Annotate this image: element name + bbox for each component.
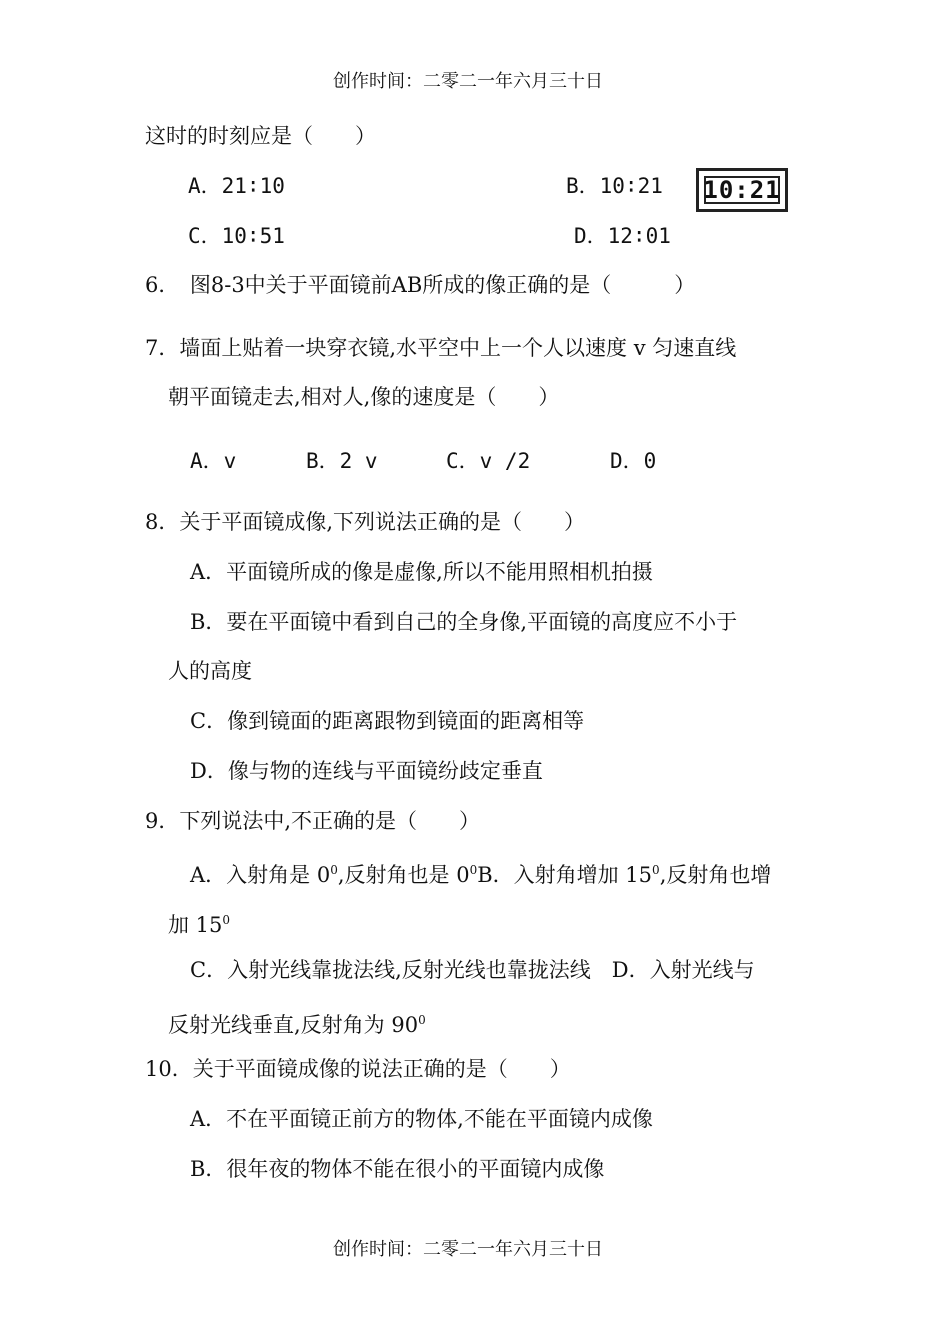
q9-option-d-text: 反射光线垂直,反射角为 90 (168, 1013, 419, 1037)
q9-stem: 9．下列说法中,不正确的是（ ） (145, 809, 481, 833)
q10-option-b: B．很年夜的物体不能在很小的平面镜内成像 (190, 1157, 605, 1181)
degree-mark: 0 (469, 863, 478, 877)
q7-option-b: B．2 v (306, 449, 378, 473)
q9-options-line4 (168, 1006, 426, 1039)
q5-option-b: B．10∶21 (566, 174, 663, 198)
q7-option-a: A．v (190, 449, 237, 473)
q9-option-a-text2: ,反射角也是 0 (337, 863, 470, 887)
digital-clock-figure (696, 168, 788, 212)
q9-options-line1 (190, 856, 771, 889)
q9-option-b-text2: ,反射角也增 (659, 863, 772, 887)
degree-mark: 0 (330, 863, 338, 877)
page-header: 创作时间：二零二一年六月三十日 (333, 71, 603, 92)
degree-mark: 0 (222, 913, 231, 927)
q8-option-b-line1: B．要在平面镜中看到自己的全身像,平面镜的高度应不小于 (190, 610, 738, 634)
q9-options-line3: C．入射光线靠拢法线,反射光线也靠拢法线 D．入射光线与 (190, 958, 755, 982)
q9-option-b-text: B．入射角增加 15 (477, 863, 653, 887)
q8-stem: 8．关于平面镜成像,下列说法正确的是（ ） (145, 510, 586, 534)
degree-mark: 0 (418, 1013, 426, 1027)
q8-option-a: A．平面镜所成的像是虚像,所以不能用照相机拍摄 (190, 560, 653, 584)
q8-option-b-line2: 人的高度 (168, 659, 252, 683)
q7-line1: 7．墙面上贴着一块穿衣镜,水平空中上一个人以速度 v 匀速直线 (145, 336, 737, 360)
q7-option-c: C．v /2 (446, 449, 531, 473)
q8-option-d: D．像与物的连线与平面镜纷歧定垂直 (190, 759, 543, 783)
q9-option-a-text: A．入射角是 0 (190, 863, 331, 887)
q8-option-c: C．像到镜面的距离跟物到镜面的距离相等 (190, 709, 585, 733)
degree-mark: 0 (652, 863, 660, 877)
q5-option-c: C．10∶51 (188, 224, 285, 248)
q5-option-d: D．12∶01 (574, 224, 671, 248)
q5-option-a: A．21∶10 (188, 174, 285, 198)
q5-stem-tail: 这时的时刻应是（ ） (145, 124, 376, 148)
clock-display: 10:21 (703, 176, 781, 204)
q10-stem: 10．关于平面镜成像的说法正确的是（ ） (145, 1057, 571, 1081)
q10-option-a: A．不在平面镜正前方的物体,不能在平面镜内成像 (190, 1107, 653, 1131)
q9-options-line2 (168, 906, 230, 939)
q6-text: 6． 图8-3中关于平面镜前AB所成的像正确的是（ ） (145, 273, 696, 297)
q9-option-b-text3: 加 15 (168, 913, 223, 937)
q7-option-d: D．0 (610, 449, 657, 473)
q7-line2: 朝平面镜走去,相对人,像的速度是（ ） (168, 385, 560, 409)
page-footer: 创作时间：二零二一年六月三十日 (333, 1239, 603, 1260)
